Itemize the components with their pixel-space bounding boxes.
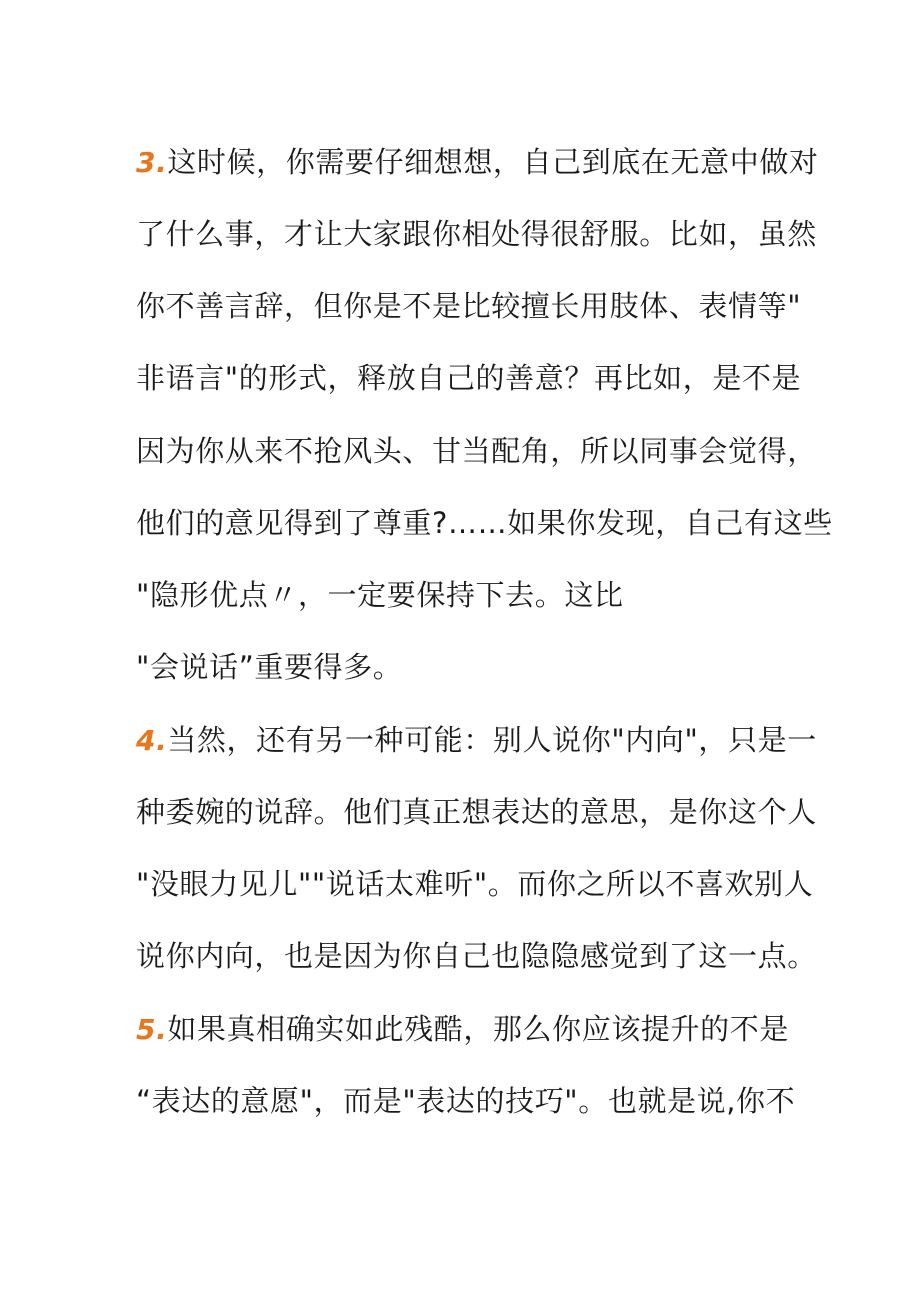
text-line — [136, 358, 836, 398]
line-text: 种委婉的说辞。他们真正想表达的意思，是你这个人 — [136, 795, 817, 829]
line-text: "会说话”重要得多。 — [136, 650, 403, 684]
text-line — [136, 647, 836, 687]
line-text: "隐形优点〃，一定要保持下去。这比 — [136, 578, 624, 612]
text-line — [136, 720, 836, 760]
item-number: 4. — [136, 724, 168, 757]
text-line — [136, 431, 836, 471]
text-line — [136, 792, 836, 832]
line-text: 非语言"的形式，释放自己的善意？再比如，是不是 — [136, 361, 802, 395]
text-line — [136, 575, 836, 615]
line-text: 了什么事，才让大家跟你相处得很舒服。比如，虽然 — [136, 217, 817, 251]
line-text: “表达的意愿"，而是"表达的技巧"。也就是说,你不 — [136, 1084, 796, 1118]
text-line — [136, 1009, 836, 1049]
item-number: 5. — [136, 1013, 168, 1046]
text-line — [136, 286, 836, 326]
text-line — [136, 936, 836, 976]
text-line — [136, 142, 836, 182]
text-line — [136, 864, 836, 904]
text-line — [136, 214, 836, 254]
text-line — [136, 503, 836, 543]
line-text: 因为你从来不抢风头、甘当配角，所以同事会觉得， — [136, 434, 817, 468]
line-text: 你不善言辞，但你是不是比较擅长用肢体、表情等" — [136, 289, 802, 323]
text-line — [136, 1081, 836, 1121]
line-text: 说你内向，也是因为你自己也隐隐感觉到了这一点。 — [136, 939, 817, 973]
line-text: 如果真相确实如此残酷，那么你应该提升的不是 — [167, 1012, 789, 1046]
line-text: 这时候，你需要仔细想想，自己到底在无意中做对 — [167, 145, 819, 179]
line-text: 他们的意见得到了尊重?……如果你发现，自己有这些 — [136, 506, 833, 540]
line-text: "没眼力见儿""说话太难听"。而你之所以不喜欢别人 — [136, 867, 814, 901]
item-number: 3. — [136, 146, 168, 179]
line-text: 当然，还有另一种可能：别人说你"内向"，只是一 — [167, 723, 817, 757]
